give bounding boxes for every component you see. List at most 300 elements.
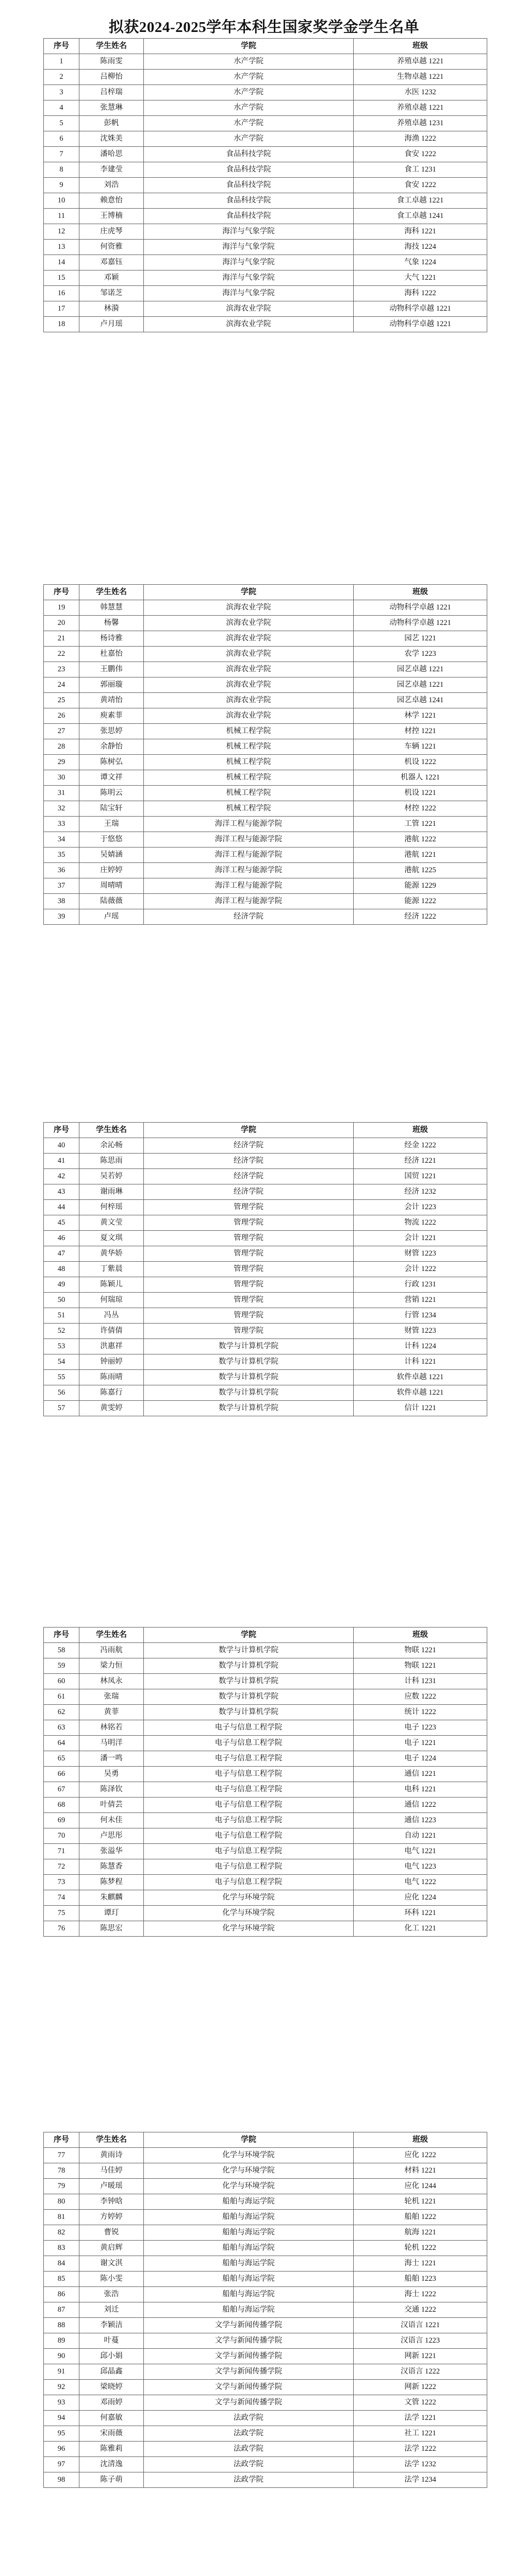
table-row xyxy=(44,677,487,693)
cell-student-name: 庄婷婷 xyxy=(79,863,144,878)
table-row xyxy=(44,631,487,647)
cell-class: 养殖卓越 1221 xyxy=(354,100,487,116)
cell-serial-number: 58 xyxy=(44,1643,79,1658)
cell-college: 水产学院 xyxy=(144,54,354,70)
cell-serial-number: 31 xyxy=(44,786,79,801)
cell-class: 食安 1222 xyxy=(354,178,487,193)
cell-serial-number: 63 xyxy=(44,1720,79,1736)
table-row xyxy=(44,1293,487,1308)
cell-student-name: 黄文莹 xyxy=(79,1215,144,1231)
cell-class: 园艺卓越 1221 xyxy=(354,662,487,677)
cell-student-name: 谭文祥 xyxy=(79,770,144,786)
table-row xyxy=(44,317,487,332)
cell-college: 海洋工程与能源学院 xyxy=(144,848,354,863)
cell-class: 经济 1222 xyxy=(354,909,487,925)
roster-table xyxy=(43,584,487,925)
cell-student-name: 陈嘉行 xyxy=(79,1385,144,1401)
table-row xyxy=(44,1184,487,1200)
cell-college: 数学与计算机学院 xyxy=(144,1370,354,1385)
header-class: 班级 xyxy=(354,39,487,54)
cell-student-name: 谢雨琳 xyxy=(79,1184,144,1200)
cell-serial-number: 39 xyxy=(44,909,79,925)
cell-college: 经济学院 xyxy=(144,1184,354,1200)
cell-class: 汉语言 1223 xyxy=(354,2333,487,2349)
header-class: 班级 xyxy=(354,585,487,600)
cell-class: 文管 1222 xyxy=(354,2395,487,2411)
cell-serial-number: 83 xyxy=(44,2241,79,2256)
cell-student-name: 周晴晴 xyxy=(79,878,144,894)
cell-class: 汉语言 1221 xyxy=(354,2318,487,2333)
cell-class: 社工 1221 xyxy=(354,2426,487,2442)
cell-class: 物流 1222 xyxy=(354,1215,487,1231)
cell-college: 管理学院 xyxy=(144,1277,354,1293)
roster-table xyxy=(43,38,487,332)
cell-student-name: 沈姝美 xyxy=(79,131,144,147)
cell-class: 动物科学卓越 1221 xyxy=(354,616,487,631)
table-row xyxy=(44,1689,487,1705)
table-row xyxy=(44,2472,487,2488)
table-row xyxy=(44,755,487,770)
cell-serial-number: 69 xyxy=(44,1813,79,1828)
cell-college: 管理学院 xyxy=(144,1215,354,1231)
cell-serial-number: 79 xyxy=(44,2179,79,2194)
cell-college: 管理学院 xyxy=(144,1262,354,1277)
cell-college: 食品科技学院 xyxy=(144,209,354,224)
cell-class: 食安 1222 xyxy=(354,147,487,162)
table-row xyxy=(44,863,487,878)
cell-student-name: 吕梓瑞 xyxy=(79,85,144,100)
cell-student-name: 余沁畅 xyxy=(79,1138,144,1154)
cell-college: 机械工程学院 xyxy=(144,801,354,817)
cell-class: 财管 1223 xyxy=(354,1246,487,1262)
cell-student-name: 陆薇薇 xyxy=(79,894,144,909)
cell-serial-number: 88 xyxy=(44,2318,79,2333)
cell-serial-number: 8 xyxy=(44,162,79,178)
cell-class: 物联 1221 xyxy=(354,1658,487,1674)
cell-college: 电子与信息工程学院 xyxy=(144,1859,354,1875)
table-row xyxy=(44,2256,487,2272)
cell-student-name: 韩慧慧 xyxy=(79,600,144,616)
cell-student-name: 郭丽璇 xyxy=(79,677,144,693)
header-student-name: 学生姓名 xyxy=(79,585,144,600)
cell-class: 电子 1223 xyxy=(354,1720,487,1736)
cell-class: 通信 1221 xyxy=(354,1767,487,1782)
cell-class: 材控 1222 xyxy=(354,801,487,817)
table-row xyxy=(44,1798,487,1813)
table-row xyxy=(44,240,487,255)
cell-college: 管理学院 xyxy=(144,1200,354,1215)
cell-serial-number: 98 xyxy=(44,2472,79,2488)
table-row xyxy=(44,255,487,270)
cell-student-name: 王博楠 xyxy=(79,209,144,224)
table-row xyxy=(44,817,487,832)
cell-student-name: 陈雅莉 xyxy=(79,2442,144,2457)
cell-class: 材料 1221 xyxy=(354,2163,487,2179)
table-row xyxy=(44,100,487,116)
cell-serial-number: 47 xyxy=(44,1246,79,1262)
document-title: 拟获2024-2025学年本科生国家奖学金学生名单 xyxy=(108,19,420,36)
table-row xyxy=(44,616,487,631)
cell-college: 滨海农业学院 xyxy=(144,647,354,662)
cell-college: 食品科技学院 xyxy=(144,162,354,178)
cell-serial-number: 15 xyxy=(44,270,79,286)
cell-college: 电子与信息工程学院 xyxy=(144,1875,354,1890)
cell-serial-number: 75 xyxy=(44,1906,79,1921)
cell-college: 食品科技学院 xyxy=(144,178,354,193)
cell-serial-number: 54 xyxy=(44,1354,79,1370)
cell-serial-number: 35 xyxy=(44,848,79,863)
table-row xyxy=(44,1875,487,1890)
table-row xyxy=(44,1658,487,1674)
cell-student-name: 张慧琳 xyxy=(79,100,144,116)
cell-class: 车辆 1221 xyxy=(354,739,487,755)
cell-class: 电子 1221 xyxy=(354,1736,487,1751)
table-row xyxy=(44,2380,487,2395)
cell-student-name: 王鹏伟 xyxy=(79,662,144,677)
cell-class: 海士 1221 xyxy=(354,2256,487,2272)
cell-student-name: 刘浩 xyxy=(79,178,144,193)
cell-college: 数学与计算机学院 xyxy=(144,1674,354,1689)
cell-serial-number: 92 xyxy=(44,2380,79,2395)
cell-college: 电子与信息工程学院 xyxy=(144,1844,354,1859)
cell-student-name: 曹锐 xyxy=(79,2225,144,2241)
table-row xyxy=(44,1401,487,1416)
table-row xyxy=(44,739,487,755)
cell-serial-number: 38 xyxy=(44,894,79,909)
cell-serial-number: 17 xyxy=(44,301,79,317)
cell-class: 通信 1222 xyxy=(354,1798,487,1813)
cell-serial-number: 12 xyxy=(44,224,79,240)
cell-student-name: 陈思雨 xyxy=(79,1154,144,1169)
cell-college: 电子与信息工程学院 xyxy=(144,1767,354,1782)
cell-student-name: 庾素菲 xyxy=(79,708,144,724)
cell-college: 电子与信息工程学院 xyxy=(144,1782,354,1798)
cell-college: 法政学院 xyxy=(144,2426,354,2442)
cell-class: 机设 1222 xyxy=(354,755,487,770)
cell-college: 机械工程学院 xyxy=(144,755,354,770)
cell-student-name: 马明洋 xyxy=(79,1736,144,1751)
cell-class: 机器人 1221 xyxy=(354,770,487,786)
page-2 xyxy=(43,584,485,925)
cell-serial-number: 82 xyxy=(44,2225,79,2241)
page-4 xyxy=(43,1627,485,1937)
cell-student-name: 庄虎琴 xyxy=(79,224,144,240)
table-header-row xyxy=(44,2132,487,2148)
cell-student-name: 何梓瑶 xyxy=(79,1200,144,1215)
cell-class: 园艺 1221 xyxy=(354,631,487,647)
cell-college: 电子与信息工程学院 xyxy=(144,1813,354,1828)
cell-serial-number: 57 xyxy=(44,1401,79,1416)
cell-student-name: 杨诗雅 xyxy=(79,631,144,647)
table-row xyxy=(44,1720,487,1736)
cell-class: 生物卓越 1221 xyxy=(354,70,487,85)
cell-class: 财管 1223 xyxy=(354,1324,487,1339)
cell-student-name: 谢文淇 xyxy=(79,2256,144,2272)
cell-college: 船舶与海运学院 xyxy=(144,2194,354,2210)
cell-college: 化学与环境学院 xyxy=(144,2148,354,2163)
cell-class: 航海 1221 xyxy=(354,2225,487,2241)
cell-student-name: 杜嘉怡 xyxy=(79,647,144,662)
table-row xyxy=(44,878,487,894)
table-row xyxy=(44,54,487,70)
cell-college: 滨海农业学院 xyxy=(144,693,354,708)
cell-class: 化工 1221 xyxy=(354,1921,487,1937)
cell-student-name: 黄菲 xyxy=(79,1705,144,1720)
table-row xyxy=(44,162,487,178)
cell-serial-number: 4 xyxy=(44,100,79,116)
cell-student-name: 陈树弘 xyxy=(79,755,144,770)
cell-student-name: 冯丛 xyxy=(79,1308,144,1324)
cell-college: 滨海农业学院 xyxy=(144,677,354,693)
cell-student-name: 潘哈思 xyxy=(79,147,144,162)
header-college: 学院 xyxy=(144,1123,354,1138)
cell-class: 船舶 1222 xyxy=(354,2210,487,2225)
cell-college: 海洋与气象学院 xyxy=(144,286,354,301)
table-row xyxy=(44,1643,487,1658)
cell-college: 滨海农业学院 xyxy=(144,631,354,647)
cell-class: 林学 1221 xyxy=(354,708,487,724)
cell-college: 海洋与气象学院 xyxy=(144,255,354,270)
cell-college: 水产学院 xyxy=(144,100,354,116)
table-row xyxy=(44,116,487,131)
cell-student-name: 何瑞琼 xyxy=(79,1293,144,1308)
table-row xyxy=(44,1828,487,1844)
cell-serial-number: 62 xyxy=(44,1705,79,1720)
cell-college: 化学与环境学院 xyxy=(144,1890,354,1906)
cell-serial-number: 90 xyxy=(44,2349,79,2364)
cell-serial-number: 93 xyxy=(44,2395,79,2411)
cell-student-name: 于悠悠 xyxy=(79,832,144,848)
header-serial-number: 序号 xyxy=(44,1628,79,1643)
table-row xyxy=(44,2364,487,2380)
cell-serial-number: 49 xyxy=(44,1277,79,1293)
cell-class: 海科 1222 xyxy=(354,286,487,301)
cell-college: 食品科技学院 xyxy=(144,147,354,162)
cell-college: 管理学院 xyxy=(144,1293,354,1308)
table-row xyxy=(44,193,487,209)
table-row xyxy=(44,2318,487,2333)
table-row xyxy=(44,1890,487,1906)
cell-class: 物联 1221 xyxy=(354,1643,487,1658)
cell-college: 海洋与气象学院 xyxy=(144,270,354,286)
cell-serial-number: 66 xyxy=(44,1767,79,1782)
page-1 xyxy=(43,38,485,332)
table-row xyxy=(44,1308,487,1324)
cell-serial-number: 18 xyxy=(44,317,79,332)
cell-college: 数学与计算机学院 xyxy=(144,1339,354,1354)
cell-class: 网新 1222 xyxy=(354,2380,487,2395)
cell-class: 应化 1224 xyxy=(354,1890,487,1906)
cell-class: 港航 1222 xyxy=(354,832,487,848)
table-row xyxy=(44,1324,487,1339)
cell-class: 应化 1222 xyxy=(354,2148,487,2163)
table-row xyxy=(44,2411,487,2426)
cell-serial-number: 33 xyxy=(44,817,79,832)
cell-student-name: 何嘉敏 xyxy=(79,2411,144,2426)
cell-student-name: 洪惠祥 xyxy=(79,1339,144,1354)
cell-college: 滨海农业学院 xyxy=(144,616,354,631)
cell-student-name: 卢月瑶 xyxy=(79,317,144,332)
cell-college: 船舶与海运学院 xyxy=(144,2225,354,2241)
cell-serial-number: 71 xyxy=(44,1844,79,1859)
cell-college: 船舶与海运学院 xyxy=(144,2241,354,2256)
cell-college: 海洋工程与能源学院 xyxy=(144,832,354,848)
cell-serial-number: 2 xyxy=(44,70,79,85)
cell-college: 文学与新闻传播学院 xyxy=(144,2364,354,2380)
cell-college: 法政学院 xyxy=(144,2411,354,2426)
cell-serial-number: 73 xyxy=(44,1875,79,1890)
table-row xyxy=(44,1844,487,1859)
cell-serial-number: 25 xyxy=(44,693,79,708)
cell-student-name: 卢暖瑶 xyxy=(79,2179,144,2194)
cell-serial-number: 86 xyxy=(44,2287,79,2302)
cell-class: 电气 1222 xyxy=(354,1875,487,1890)
cell-student-name: 赖意怡 xyxy=(79,193,144,209)
cell-student-name: 钟丽婷 xyxy=(79,1354,144,1370)
cell-class: 气象 1224 xyxy=(354,255,487,270)
cell-class: 法学 1234 xyxy=(354,2472,487,2488)
cell-class: 海渔 1222 xyxy=(354,131,487,147)
cell-student-name: 梁力恒 xyxy=(79,1658,144,1674)
cell-class: 会计 1222 xyxy=(354,1262,487,1277)
table-row xyxy=(44,1200,487,1215)
cell-class: 动物科学卓越 1221 xyxy=(354,600,487,616)
cell-student-name: 邓雨婷 xyxy=(79,2395,144,2411)
cell-serial-number: 44 xyxy=(44,1200,79,1215)
header-serial-number: 序号 xyxy=(44,39,79,54)
table-row xyxy=(44,270,487,286)
table-row xyxy=(44,2194,487,2210)
cell-student-name: 李建莹 xyxy=(79,162,144,178)
header-student-name: 学生姓名 xyxy=(79,2132,144,2148)
cell-student-name: 李钟晗 xyxy=(79,2194,144,2210)
cell-class: 养殖卓越 1231 xyxy=(354,116,487,131)
cell-college: 化学与环境学院 xyxy=(144,1906,354,1921)
cell-serial-number: 80 xyxy=(44,2194,79,2210)
cell-serial-number: 48 xyxy=(44,1262,79,1277)
table-row xyxy=(44,2442,487,2457)
cell-serial-number: 34 xyxy=(44,832,79,848)
cell-serial-number: 26 xyxy=(44,708,79,724)
table-row xyxy=(44,1339,487,1354)
cell-student-name: 谭玎 xyxy=(79,1906,144,1921)
cell-class: 食工卓越 1221 xyxy=(354,193,487,209)
cell-class: 自动 1221 xyxy=(354,1828,487,1844)
table-row xyxy=(44,647,487,662)
table-row xyxy=(44,2457,487,2472)
cell-college: 水产学院 xyxy=(144,131,354,147)
cell-student-name: 宋雨薇 xyxy=(79,2426,144,2442)
cell-class: 食工卓越 1241 xyxy=(354,209,487,224)
cell-college: 船舶与海运学院 xyxy=(144,2256,354,2272)
table-row xyxy=(44,1385,487,1401)
cell-serial-number: 1 xyxy=(44,54,79,70)
header-college: 学院 xyxy=(144,39,354,54)
cell-college: 海洋与气象学院 xyxy=(144,240,354,255)
cell-serial-number: 29 xyxy=(44,755,79,770)
cell-class: 计科 1221 xyxy=(354,1354,487,1370)
cell-serial-number: 13 xyxy=(44,240,79,255)
table-row xyxy=(44,2426,487,2442)
roster-table xyxy=(43,2132,487,2488)
cell-college: 文学与新闻传播学院 xyxy=(144,2318,354,2333)
cell-college: 数学与计算机学院 xyxy=(144,1658,354,1674)
cell-class: 电科 1221 xyxy=(354,1782,487,1798)
cell-college: 法政学院 xyxy=(144,2442,354,2457)
cell-serial-number: 68 xyxy=(44,1798,79,1813)
cell-class: 养殖卓越 1221 xyxy=(354,54,487,70)
table-row xyxy=(44,786,487,801)
cell-serial-number: 96 xyxy=(44,2442,79,2457)
table-row xyxy=(44,1370,487,1385)
table-row xyxy=(44,1767,487,1782)
cell-student-name: 张溢华 xyxy=(79,1844,144,1859)
cell-class: 海技 1224 xyxy=(354,240,487,255)
cell-student-name: 沈清逸 xyxy=(79,2457,144,2472)
cell-serial-number: 30 xyxy=(44,770,79,786)
table-row xyxy=(44,209,487,224)
header-class: 班级 xyxy=(354,1628,487,1643)
cell-college: 机械工程学院 xyxy=(144,724,354,739)
table-row xyxy=(44,286,487,301)
cell-serial-number: 89 xyxy=(44,2333,79,2349)
cell-serial-number: 77 xyxy=(44,2148,79,2163)
cell-student-name: 方婷婷 xyxy=(79,2210,144,2225)
cell-serial-number: 70 xyxy=(44,1828,79,1844)
cell-student-name: 陈雨雯 xyxy=(79,54,144,70)
cell-student-name: 梁晓婷 xyxy=(79,2380,144,2395)
cell-class: 经济 1221 xyxy=(354,1154,487,1169)
table-row xyxy=(44,2349,487,2364)
header-serial-number: 序号 xyxy=(44,2132,79,2148)
header-serial-number: 序号 xyxy=(44,585,79,600)
header-college: 学院 xyxy=(144,1628,354,1643)
table-row xyxy=(44,1138,487,1154)
cell-student-name: 丁紫晨 xyxy=(79,1262,144,1277)
table-row xyxy=(44,2395,487,2411)
cell-class: 机设 1221 xyxy=(354,786,487,801)
table-row xyxy=(44,770,487,786)
cell-college: 海洋工程与能源学院 xyxy=(144,894,354,909)
cell-college: 经济学院 xyxy=(144,909,354,925)
table-row xyxy=(44,301,487,317)
cell-student-name: 马佳婷 xyxy=(79,2163,144,2179)
cell-class: 动物科学卓越 1221 xyxy=(354,301,487,317)
cell-student-name: 吴若婷 xyxy=(79,1169,144,1184)
cell-college: 管理学院 xyxy=(144,1231,354,1246)
cell-class: 材控 1221 xyxy=(354,724,487,739)
cell-college: 电子与信息工程学院 xyxy=(144,1736,354,1751)
cell-student-name: 邓颖 xyxy=(79,270,144,286)
cell-serial-number: 5 xyxy=(44,116,79,131)
cell-class: 通信 1223 xyxy=(354,1813,487,1828)
cell-class: 能源 1222 xyxy=(354,894,487,909)
cell-serial-number: 81 xyxy=(44,2210,79,2225)
table-row xyxy=(44,1859,487,1875)
cell-serial-number: 7 xyxy=(44,147,79,162)
cell-college: 经济学院 xyxy=(144,1154,354,1169)
cell-student-name: 陈颖儿 xyxy=(79,1277,144,1293)
cell-college: 管理学院 xyxy=(144,1308,354,1324)
cell-college: 数学与计算机学院 xyxy=(144,1705,354,1720)
cell-college: 海洋工程与能源学院 xyxy=(144,817,354,832)
table-row xyxy=(44,832,487,848)
header-student-name: 学生姓名 xyxy=(79,1123,144,1138)
table-row xyxy=(44,2272,487,2287)
cell-student-name: 陆宝轩 xyxy=(79,801,144,817)
table-row xyxy=(44,2287,487,2302)
cell-serial-number: 24 xyxy=(44,677,79,693)
